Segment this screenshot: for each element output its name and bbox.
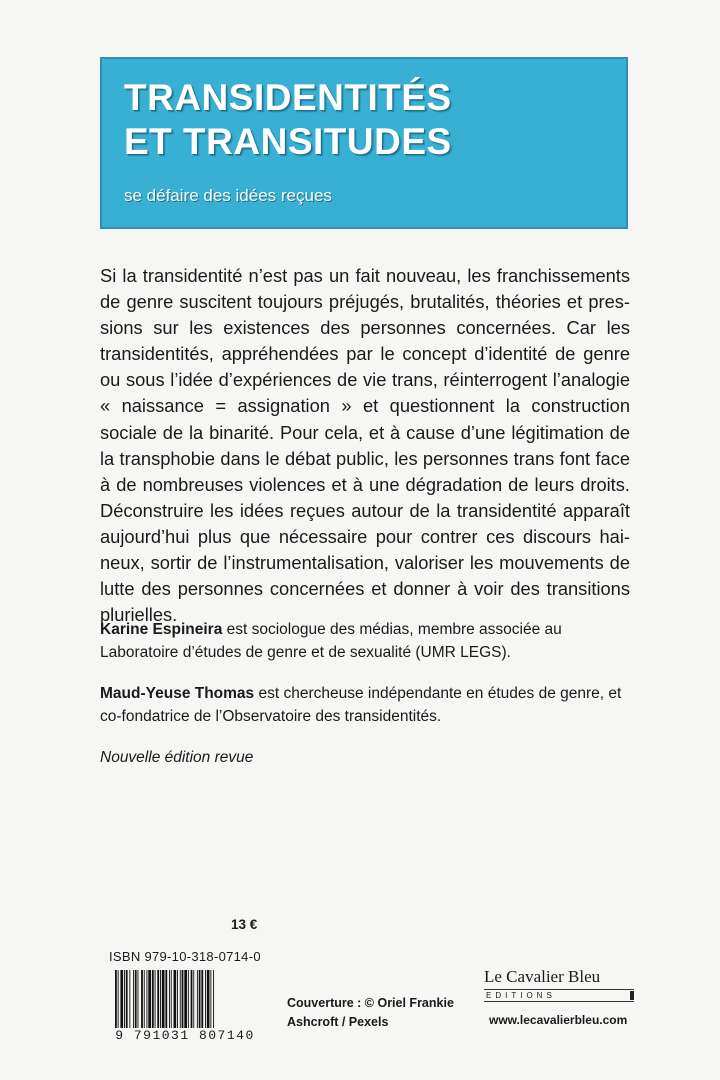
barcode-bar [165,970,167,1028]
barcode-bar [207,970,210,1028]
price-label: 13 € [231,917,258,932]
isbn-label: ISBN 979-10-318-0714-0 [109,949,261,964]
author-description-2: est chercheuse indépendante en études de genre, et co-fondatrice de l’Observatoire des transidentités. [100,685,622,725]
book-subtitle: se défaire des idées reçues [124,186,332,205]
title-box [100,57,628,229]
barcode-bar [162,970,165,1028]
author-bio-2 [100,682,640,728]
blurb-text: Si la transidentité n’est pas un fait nouveau, les franchissements de genre suscitent toujours préjugés, brutalités, théories et pressions sur les existences des personnes concernées. Car les transidentités, appréhendées par le concept d’identité de genre ou sous l’idée d’expériences de vie trans, réinterrogent l’analogie « naissance = assignation » et questionnent la construction sociale de la binarité. Pour cela, et à cause d’une légitimation de la transphobie dans le débat public, les personnes trans font face à de nombreuses violences et à une dégradation de leurs droits. Déconstruire les idées reçues autour de la transidentité apparaît aujourd’hui plus que nécessaire pour contrer ces discours haineux, sortir de l’instrumentalisation, valoriser les mouvements de lutte des personnes concernées et donner à voir des transitions plurielles. [100,265,630,626]
cover-credit [287,994,454,1032]
barcode-bar [148,970,151,1028]
publisher-editions-label [484,989,634,1002]
barcode-bar [182,970,184,1028]
barcode-bar [193,970,194,1028]
edition-note: Nouvelle édition revue [100,749,254,766]
barcode-bar [144,970,145,1028]
barcode-bar [133,970,134,1028]
barcode-bar [115,970,117,1028]
barcode-number: 9 791031 807140 [115,1028,255,1043]
barcode-bar [201,970,203,1028]
cover-credit-line-2: Ashcroft / Pexels [287,1015,389,1029]
barcode-bar [213,970,214,1028]
author-description-1: est sociologue des médias, membre associée au Laboratoire d’études de genre et de sexualité (UMR LEGS). [100,621,562,661]
cover-credit-line-1: Couverture : © Oriel Frankie [287,996,454,1010]
barcode-bar [174,970,177,1028]
barcode-bar [124,970,125,1028]
barcode-bar [160,970,161,1028]
publisher-logo [484,967,634,1002]
book-title-line-1: TRANSIDENTITÉS [124,77,452,118]
barcode-bar [118,970,119,1028]
barcode-bar [199,970,201,1028]
barcode-bar [120,970,123,1028]
publisher-sub-text: EDITIONS [486,991,556,1000]
barcode-bar [141,970,143,1028]
barcode-bar [210,970,211,1028]
author-name-1: Karine Espineira [100,621,223,638]
publisher-mark [630,991,634,1000]
barcode-bar [184,970,187,1028]
barcode-bar [147,970,148,1028]
publisher-name: Le Cavalier Bleu [484,967,601,986]
book-title-line-2: ET TRANSITUDES [124,121,452,162]
barcode-bar [169,970,170,1028]
publisher-website: www.lecavalierbleu.com [489,1013,628,1027]
barcode-bar [129,970,130,1028]
barcode-bar [188,970,189,1028]
barcode-bar [180,970,181,1028]
barcode-bar [205,970,206,1028]
barcode-bar [177,970,178,1028]
barcode-bar [138,970,139,1028]
barcode-bar [152,970,154,1028]
author-bio-1 [100,618,640,664]
barcode-bar [157,970,159,1028]
author-name-2: Maud-Yeuse Thomas [100,685,255,702]
barcode-bar [191,970,193,1028]
barcode-bars [113,970,263,1028]
barcode-bar [155,970,156,1028]
barcode-bar [126,970,128,1028]
barcode-bar [171,970,172,1028]
barcode-bar [197,970,198,1028]
barcode-bar [135,970,137,1028]
